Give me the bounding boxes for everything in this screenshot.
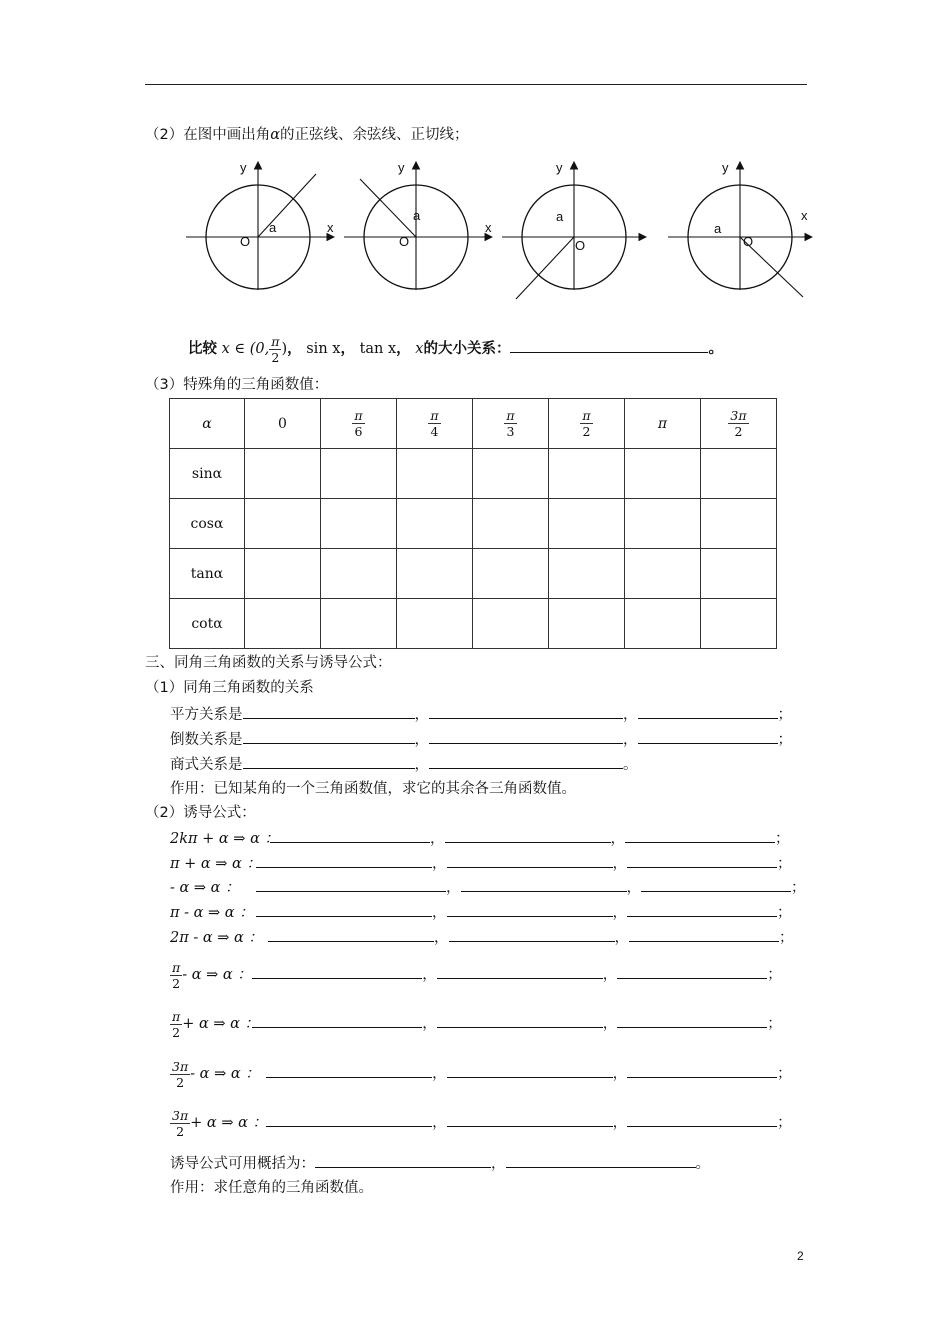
table-cell[interactable] — [549, 499, 625, 549]
table-cell[interactable] — [321, 449, 397, 499]
answer-blank[interactable] — [617, 1013, 767, 1028]
answer-blank[interactable] — [447, 902, 613, 917]
answer-blank[interactable] — [627, 1063, 777, 1078]
header-pi: π — [625, 399, 701, 449]
answer-blank[interactable] — [243, 704, 415, 719]
table-cell[interactable] — [701, 449, 777, 499]
diagram-3-o: O — [575, 238, 586, 253]
answer-blank[interactable] — [627, 853, 777, 868]
answer-blank[interactable] — [638, 704, 778, 719]
use-note-1: 作用：已知某角的一个三角函数值，求它的其余各三角函数值。 — [170, 781, 576, 797]
answer-blank[interactable] — [625, 828, 775, 843]
subsection-2-title: （2）诱导公式： — [145, 805, 256, 821]
table-cell[interactable] — [625, 599, 701, 649]
table-row — [170, 599, 777, 649]
section-2-title: （2）在图中画出角α的正弦线、余弦线、正切线； — [145, 127, 469, 143]
formula-row: π + α ⇒ α ： ， ， ； — [170, 853, 792, 874]
answer-blank[interactable] — [429, 754, 623, 769]
header-rule — [145, 84, 807, 85]
table-header-row — [170, 399, 777, 449]
answer-blank[interactable] — [315, 1153, 491, 1168]
table-cell[interactable] — [549, 549, 625, 599]
row-label-cos: cosα — [170, 499, 245, 549]
compare-line: 比较 x ∈ (0, $\frac{\pi}{2}$ )， sin x， tan x， x的大小关系： 。 — [188, 333, 723, 365]
table-cell[interactable] — [321, 549, 397, 599]
page-number: 2 — [797, 1249, 804, 1263]
table-cell[interactable] — [397, 599, 473, 649]
diagram-4-y: y — [722, 160, 729, 175]
answer-blank[interactable] — [266, 1112, 432, 1127]
diagram-4-o: O — [743, 234, 754, 249]
table-row — [170, 549, 777, 599]
use-note-2: 作用：求任意角的三角函数值。 — [170, 1180, 373, 1196]
unit-circle-diagrams — [170, 150, 820, 305]
diagram-2-x: x — [485, 220, 492, 235]
diagram-4-x: x — [801, 208, 808, 223]
diagram-3-a: a — [556, 209, 564, 224]
answer-blank[interactable] — [256, 902, 432, 917]
answer-blank[interactable] — [243, 754, 415, 769]
answer-blank[interactable] — [447, 1063, 613, 1078]
table-cell[interactable] — [321, 599, 397, 649]
compare-blank[interactable] — [510, 338, 708, 353]
table-cell[interactable] — [549, 599, 625, 649]
answer-blank[interactable] — [627, 902, 777, 917]
answer-blank[interactable] — [256, 877, 446, 892]
diagram-1-o: O — [240, 234, 251, 249]
header-pi-3: $\frac{\pi}{3}$ — [473, 399, 549, 449]
answer-blank[interactable] — [449, 927, 615, 942]
diagram-1-x: x — [327, 220, 334, 235]
answer-blank[interactable] — [617, 964, 767, 979]
header-alpha: α — [170, 399, 245, 449]
table-cell[interactable] — [625, 549, 701, 599]
answer-blank[interactable] — [447, 853, 613, 868]
table-cell[interactable] — [701, 599, 777, 649]
answer-blank[interactable] — [461, 877, 627, 892]
header-0: 0 — [245, 399, 321, 449]
formula-row: 2π - α ⇒ α ： ， ， ； — [170, 927, 794, 948]
table-cell[interactable] — [625, 499, 701, 549]
row-label-tan: tanα — [170, 549, 245, 599]
answer-blank[interactable] — [627, 1112, 777, 1127]
diagram-1-a: a — [269, 220, 277, 235]
table-cell[interactable] — [245, 449, 321, 499]
answer-blank[interactable] — [429, 729, 623, 744]
diagram-3 — [502, 160, 646, 299]
summary-line: 诱导公式可用概括为： ， 。 — [170, 1153, 710, 1174]
table-cell[interactable] — [549, 449, 625, 499]
answer-blank[interactable] — [447, 1112, 613, 1127]
answer-blank[interactable] — [445, 828, 611, 843]
section-3-title: （3）特殊角的三角函数值： — [145, 377, 329, 393]
section-three-title: 三、同角三角函数的关系与诱导公式： — [145, 655, 392, 671]
answer-blank[interactable] — [252, 964, 422, 979]
header-pi-6: $\frac{\pi}{6}$ — [321, 399, 397, 449]
table-cell[interactable] — [473, 599, 549, 649]
answer-blank[interactable] — [429, 704, 623, 719]
answer-blank[interactable] — [243, 729, 415, 744]
diagram-1 — [186, 160, 334, 290]
table-cell[interactable] — [245, 499, 321, 549]
subsection-1-title: （1）同角三角函数的关系 — [145, 680, 314, 696]
answer-blank[interactable] — [266, 1063, 432, 1078]
answer-blank[interactable] — [256, 853, 432, 868]
diagram-2 — [344, 160, 492, 290]
row-label-sin: sinα — [170, 449, 245, 499]
formula-row: 2kπ + α ⇒ α ： ， ， ； — [170, 828, 790, 849]
formula-row: $\frac{3\pi}{2}$ + α ⇒ α ： ， ， ； — [172, 1107, 792, 1139]
table-cell[interactable] — [321, 499, 397, 549]
diagram-3-y: y — [556, 160, 563, 175]
diagram-2-a: a — [413, 208, 421, 223]
table-cell[interactable] — [397, 499, 473, 549]
table-cell[interactable] — [625, 449, 701, 499]
header-pi-2: $\frac{\pi}{2}$ — [549, 399, 625, 449]
diagram-4 — [668, 160, 812, 297]
quotient-relation-line: 商式关系是 ， 。 — [170, 754, 638, 775]
row-label-cot: cotα — [170, 599, 245, 649]
table-cell[interactable] — [245, 549, 321, 599]
answer-blank[interactable] — [437, 964, 603, 979]
answer-blank[interactable] — [270, 828, 430, 843]
formula-row: $\frac{\pi}{2}$ + α ⇒ α ： ， ， ； — [172, 1008, 782, 1040]
table-cell[interactable] — [397, 449, 473, 499]
answer-blank[interactable] — [252, 1013, 422, 1028]
answer-blank[interactable] — [638, 729, 778, 744]
header-3pi-2: $\frac{3\pi}{2}$ — [701, 399, 777, 449]
table-row — [170, 499, 777, 549]
table-cell[interactable] — [397, 549, 473, 599]
table-cell[interactable] — [473, 549, 549, 599]
square-relation-line: 平方关系是 ， ， ； — [170, 704, 792, 725]
answer-blank[interactable] — [641, 877, 791, 892]
diagram-1-y: y — [240, 160, 247, 175]
formula-row: $\frac{\pi}{2}$ - α ⇒ α ： ， ， ； — [172, 959, 782, 991]
formula-row: $\frac{3\pi}{2}$ - α ⇒ α ： ， ， ； — [172, 1058, 792, 1090]
table-cell[interactable] — [245, 599, 321, 649]
diagram-4-a: a — [714, 221, 722, 236]
formula-row: π - α ⇒ α ： ， ， ； — [170, 902, 792, 923]
table-row — [170, 449, 777, 499]
table-cell[interactable] — [701, 549, 777, 599]
answer-blank[interactable] — [629, 927, 779, 942]
answer-blank[interactable] — [437, 1013, 603, 1028]
special-angles-table — [169, 398, 777, 649]
table-cell[interactable] — [473, 499, 549, 549]
formula-row: - α ⇒ α ： ， ， ； — [170, 877, 806, 898]
answer-blank[interactable] — [506, 1153, 696, 1168]
diagram-2-o: O — [399, 234, 410, 249]
answer-blank[interactable] — [268, 927, 434, 942]
table-cell[interactable] — [701, 499, 777, 549]
header-pi-4: $\frac{\pi}{4}$ — [397, 399, 473, 449]
diagram-2-y: y — [398, 160, 405, 175]
table-cell[interactable] — [473, 449, 549, 499]
reciprocal-relation-line: 倒数关系是 ， ， ； — [170, 729, 792, 750]
